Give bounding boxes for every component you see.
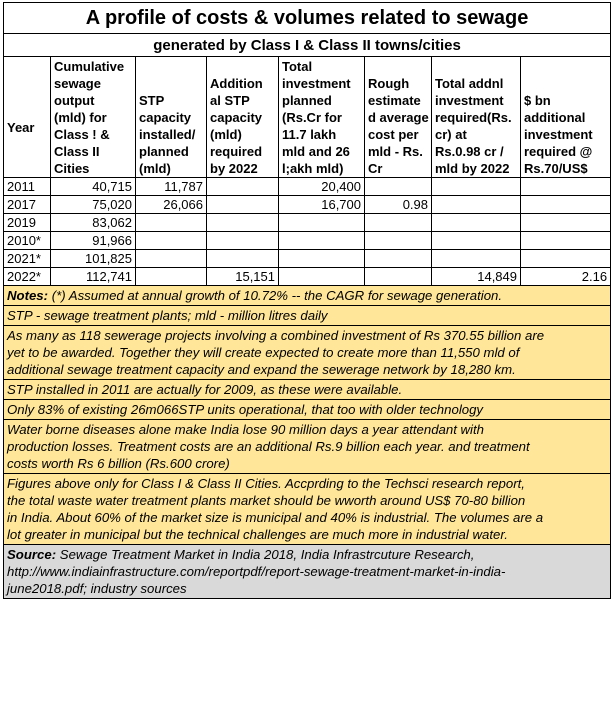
header-total-addnl — [432, 57, 521, 178]
value-cell — [136, 268, 207, 286]
value-cell — [279, 232, 365, 250]
header-usd-bn — [521, 57, 611, 178]
header-line: by 2022 — [210, 161, 258, 176]
header-line: (mld) — [210, 127, 242, 142]
value-cell — [521, 214, 611, 232]
year-cell: 2021* — [4, 250, 51, 268]
source-note-label: Source: — [7, 547, 57, 562]
table-row — [4, 214, 611, 232]
value-cell — [432, 178, 521, 196]
value-cell — [207, 214, 279, 232]
header-rough-estimate — [365, 57, 432, 178]
table-row — [4, 232, 611, 250]
source-note — [4, 545, 611, 599]
value-cell: 40,715 — [51, 178, 136, 196]
note-text: the total waste water treatment plants market should be wworth around US$ 70-80 billion — [7, 493, 526, 508]
header-line: d average — [368, 110, 429, 125]
source-note-text: http://www.indiainfrastructure.com/reportpdf/report-sewage-treatment-market-in-india- — [7, 564, 506, 579]
header-line: Total addnl — [435, 76, 504, 91]
note — [4, 380, 611, 400]
note — [4, 400, 611, 420]
header-line: 11.7 lakh — [282, 127, 337, 142]
header-line: cost per — [368, 127, 419, 142]
value-cell: 16,700 — [279, 196, 365, 214]
value-cell — [432, 250, 521, 268]
header-line: estimate — [368, 93, 421, 108]
header-line: cr) at — [435, 127, 467, 142]
header-line: Rs.0.98 cr / — [435, 144, 504, 159]
header-line: required — [210, 144, 263, 159]
note-row — [4, 400, 611, 420]
note-text: costs worth Rs 6 billion (Rs.600 crore) — [7, 456, 230, 471]
header-line: STP — [139, 93, 165, 108]
year-cell: 2019 — [4, 214, 51, 232]
header-line: capacity — [210, 110, 263, 125]
note-row — [4, 326, 611, 380]
spreadsheet — [3, 2, 610, 599]
header-line: l;akh mld) — [282, 161, 344, 176]
value-cell — [207, 232, 279, 250]
page-subtitle: generated by Class I & Class II towns/cities — [4, 34, 611, 57]
header-line: investment — [435, 93, 504, 108]
header-line: Addition — [210, 76, 263, 91]
header-line: mld by 2022 — [435, 161, 510, 176]
value-cell — [207, 196, 279, 214]
value-cell — [365, 178, 432, 196]
note-text: As many as 118 sewerage projects involving a combined investment of Rs 370.55 billion are — [7, 328, 545, 343]
note-text: production losses. Treatment costs are an additional Rs.9 billion each year. and treatment — [7, 439, 530, 454]
note-text: STP installed in 2011 are actually for 2009, as these were available. — [7, 382, 403, 397]
header-additional-stp — [207, 57, 279, 178]
source-note-row — [4, 545, 611, 599]
value-cell — [279, 250, 365, 268]
header-line: Rough — [368, 76, 410, 91]
header-line: (Rs.Cr for — [282, 110, 342, 125]
value-cell — [432, 196, 521, 214]
note — [4, 326, 611, 380]
value-cell — [365, 232, 432, 250]
value-cell — [207, 178, 279, 196]
note — [4, 420, 611, 474]
header-year: Year — [4, 57, 51, 178]
header-line: sewage — [54, 76, 101, 91]
value-cell — [136, 214, 207, 232]
header-line: required @ — [524, 144, 593, 159]
value-cell: 15,151 — [207, 268, 279, 286]
header-line: Rs.70/US$ — [524, 161, 588, 176]
value-cell — [365, 250, 432, 268]
value-cell — [365, 214, 432, 232]
header-line: Total — [282, 59, 313, 74]
header-line: Class ! & — [54, 127, 110, 142]
value-cell — [279, 214, 365, 232]
header-line: investment — [524, 127, 593, 142]
note-text: additional sewage treatment capacity and expand the sewerage network by 18,280 km. — [7, 362, 516, 377]
value-cell — [521, 178, 611, 196]
note-text: (*) Assumed at annual growth of 10.72% -- the CAGR for sewage generation. — [51, 288, 503, 303]
value-cell: 11,787 — [136, 178, 207, 196]
value-cell: 112,741 — [51, 268, 136, 286]
header-line: al STP — [210, 93, 250, 108]
note-text: lot greater in municipal but the technical challenges are much more in industrial water. — [7, 527, 508, 542]
value-cell — [432, 214, 521, 232]
header-line: Cr — [368, 161, 383, 176]
header-row — [4, 57, 611, 178]
header-cumulative-sewage — [51, 57, 136, 178]
table-row — [4, 178, 611, 196]
value-cell: 26,066 — [136, 196, 207, 214]
value-cell: 101,825 — [51, 250, 136, 268]
note-text: yet to be awarded. Together they will create expected to create more than 11,550 mld of — [7, 345, 520, 360]
value-cell: 20,400 — [279, 178, 365, 196]
value-cell — [207, 250, 279, 268]
table-row — [4, 268, 611, 286]
value-cell — [521, 232, 611, 250]
value-cell — [432, 232, 521, 250]
header-line: capacity — [139, 110, 192, 125]
header-line: $ bn — [524, 93, 551, 108]
header-line: Class II — [54, 144, 100, 159]
year-cell: 2022* — [4, 268, 51, 286]
value-cell: 83,062 — [51, 214, 136, 232]
value-cell: 75,020 — [51, 196, 136, 214]
source-note-text: Sewage Treatment Market in India 2018, India Infrastrcuture Research, — [59, 547, 475, 562]
header-line: (mld) for — [54, 110, 107, 125]
note — [4, 286, 611, 306]
source-note-text: june2018.pdf; industry sources — [7, 581, 187, 596]
value-cell — [521, 250, 611, 268]
value-cell — [279, 268, 365, 286]
header-line: planned — [139, 144, 189, 159]
note-text: Water borne diseases alone make India lose 90 million days a year attendant with — [7, 422, 484, 437]
note-label: Notes: — [7, 288, 49, 303]
header-line: planned — [282, 93, 332, 108]
table-row — [4, 250, 611, 268]
note-row — [4, 306, 611, 326]
header-line: output — [54, 93, 95, 108]
header-line: mld - Rs. — [368, 144, 423, 159]
table-row — [4, 196, 611, 214]
header-line: Cumulative — [54, 59, 125, 74]
value-cell — [136, 232, 207, 250]
note-text: Only 83% of existing 26m066STP units operational, that too with older technology — [7, 402, 484, 417]
header-line: investment — [282, 76, 351, 91]
page-title: A profile of costs & volumes related to sewage — [4, 3, 611, 34]
value-cell — [521, 196, 611, 214]
header-stp-capacity — [136, 57, 207, 178]
year-cell: 2010* — [4, 232, 51, 250]
note-row — [4, 474, 611, 545]
note-text: in India. About 60% of the market size is municipal and 40% is industrial. The volumes are a — [7, 510, 544, 525]
note-row — [4, 420, 611, 474]
value-cell: 2.16 — [521, 268, 611, 286]
value-cell: 0.98 — [365, 196, 432, 214]
note-text: STP - sewage treatment plants; mld - million litres daily — [7, 308, 328, 323]
header-line: additional — [524, 110, 586, 125]
value-cell: 14,849 — [432, 268, 521, 286]
header-line: (mld) — [139, 161, 171, 176]
note-row — [4, 380, 611, 400]
header-line: required(Rs. — [435, 110, 512, 125]
value-cell: 91,966 — [51, 232, 136, 250]
note — [4, 474, 611, 545]
value-cell — [365, 268, 432, 286]
header-line: mld and 26 — [282, 144, 350, 159]
year-cell: 2011 — [4, 178, 51, 196]
sewage-table — [3, 2, 611, 599]
year-cell: 2017 — [4, 196, 51, 214]
header-total-investment — [279, 57, 365, 178]
header-line: Cities — [54, 161, 90, 176]
note — [4, 306, 611, 326]
value-cell — [136, 250, 207, 268]
note-row — [4, 286, 611, 306]
note-text: Figures above only for Class I & Class II Cities. Accprding to the Techsci research report, — [7, 476, 525, 491]
header-line: installed/ — [139, 127, 196, 142]
